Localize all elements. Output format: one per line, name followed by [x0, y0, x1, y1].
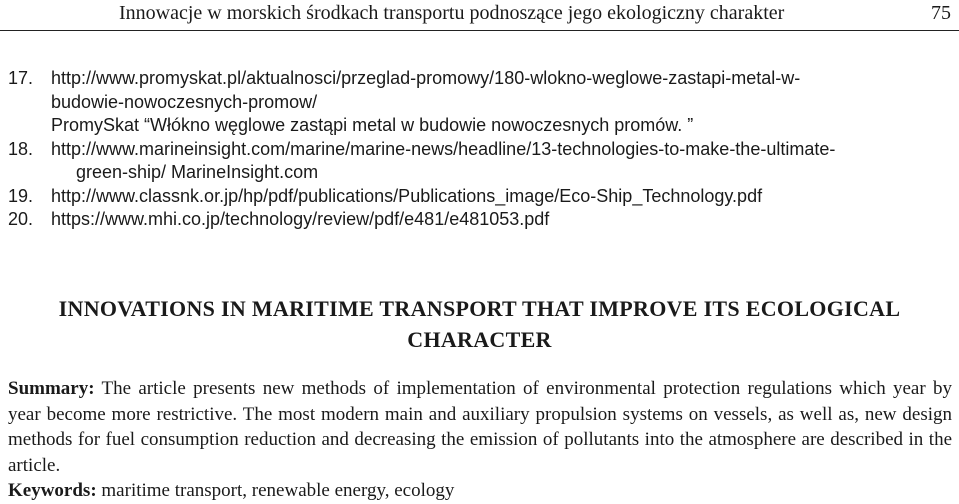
keywords-text: maritime transport, renewable energy, ecology: [96, 480, 455, 501]
running-header: [0, 0, 959, 31]
keywords-label: Keywords:: [8, 480, 97, 501]
reference-number: 20.: [8, 209, 34, 229]
summary-label: Summary:: [8, 378, 95, 399]
reference-url[interactable]: http://www.classnk.or.jp/hp/pdf/publications/Publications_image/Eco-Ship_Technology.pdf: [51, 185, 763, 206]
english-title: [0, 293, 959, 355]
page-number: 75: [931, 2, 951, 24]
reference-url[interactable]: http://www.promyskat.pl/aktualnosci/przeglad-promowy/180-wlokno-weglowe-zastapi-metal-w-: [51, 68, 801, 88]
reference-number: 19.: [8, 185, 34, 206]
reference-item-18: [0, 138, 959, 185]
reference-item-20: [0, 208, 959, 232]
reference-description: PromySkat “Włókno węglowe zastąpi metal w budowie nowoczesnych promów. ”: [51, 115, 694, 135]
reference-url-continuation[interactable]: budowie-nowoczesnych-promow/: [51, 91, 318, 112]
reference-url-continuation[interactable]: green-ship/ MarineInsight.com: [76, 162, 319, 182]
reference-list: [0, 67, 959, 232]
english-title-line-2: CHARACTER: [407, 327, 552, 352]
english-title-line-1: INNOVATIONS IN MARITIME TRANSPORT THAT IMPROVE ITS ECOLOGICAL: [58, 296, 901, 321]
reference-item-17: [0, 67, 959, 138]
summary-text: The article presents new methods of implementation of environmental protection regulations which year by year become more restrictive. The most modern main and auxiliary propulsion systems on vessels, as well as, new design methods for fuel consumption reduction and decreasing the emission of pollutants into the atmosphere are described in the article.: [8, 378, 952, 476]
reference-number: 18.: [8, 138, 34, 159]
reference-url[interactable]: https://www.mhi.co.jp/technology/review/pdf/e481/e481053.pdf: [51, 209, 550, 229]
summary-paragraph: [8, 376, 952, 478]
reference-url[interactable]: http://www.marineinsight.com/marine/marine-news/headline/13-technologies-to-make-the-ultimate-: [51, 138, 836, 159]
reference-number: 17.: [8, 68, 34, 88]
running-header-title: Innowacje w morskich środkach transportu podnoszące jego ekologiczny charakter: [119, 2, 785, 24]
reference-item-19: [0, 185, 959, 209]
keywords-line: [8, 478, 454, 503]
